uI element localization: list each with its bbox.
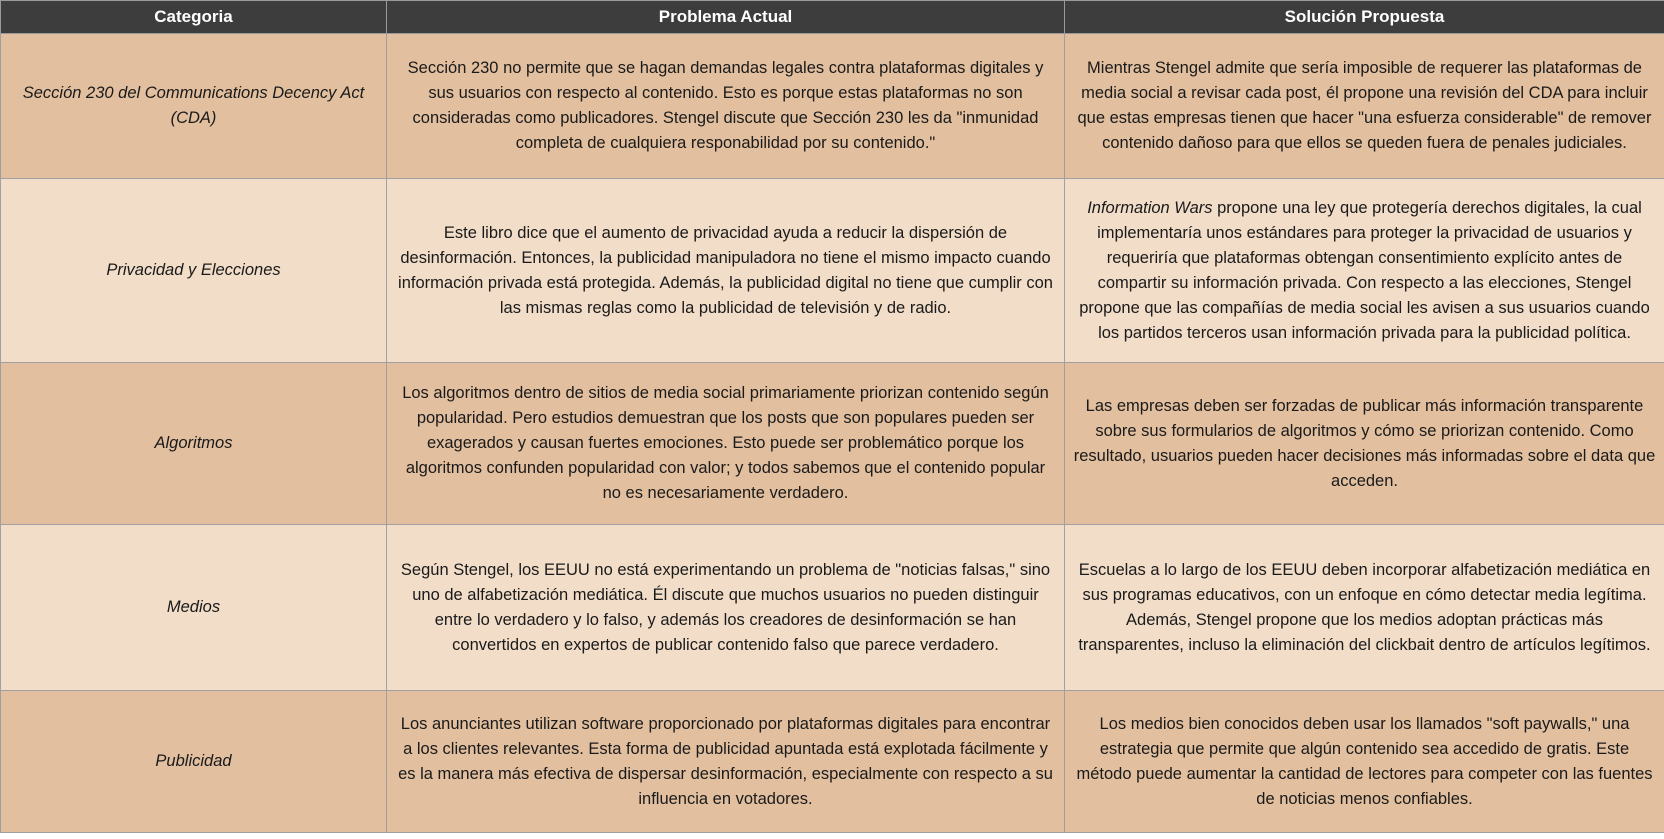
header-solucion-propuesta: Solución Propuesta xyxy=(1065,1,1664,34)
table-row xyxy=(1,179,1664,363)
table-row xyxy=(1,363,1664,525)
solution-text: propone una ley que protegería derechos digitales, la cual implementaría unos estándares para proteger la privacidad de usuarios y requeriría que plataformas obtengan consentimiento explícito antes de compartir su información privada. Con respecto a las elecciones, Stengel propone que las compañías de media social les avisen a sus usuarios cuando los partidos terceros usan información privada para la publicidad política. xyxy=(1079,198,1650,342)
category-cell: Publicidad xyxy=(1,691,387,833)
category-cell: Medios xyxy=(1,525,387,691)
header-row xyxy=(1,1,1664,34)
solution-cell: Los medios bien conocidos deben usar los llamados "soft paywalls," una estrategia que permite que algún contenido sea accedido de gratis. Este método puede aumentar la cantidad de lectores para competer con las fuentes de noticias menos confiables. xyxy=(1065,691,1664,833)
solution-cell xyxy=(1065,179,1664,363)
problem-cell: Según Stengel, los EEUU no está experimentando un problema de "noticias falsas," sino uno de alfabetización mediática. Él discute que muchos usuarios no pueden distinguir entre lo verdadero y lo falso, y además los creadores de desinformación se han convertidos en expertos de publicar contenido falso que parece verdadero. xyxy=(387,525,1065,691)
solution-cell: Escuelas a lo largo de los EEUU deben incorporar alfabetización mediática en sus programas educativos, con un enfoque en cómo detectar media legítima. Además, Stengel propone que los medios adoptan prácticas más transparentes, incluso la eliminación del clickbait dentro de artículos legítimos. xyxy=(1065,525,1664,691)
header-categoria: Categoria xyxy=(1,1,387,34)
solution-cell: Las empresas deben ser forzadas de publicar más información transparente sobre sus formularios de algoritmos y cómo se priorizan contenido. Como resultado, usuarios pueden hacer decisiones más informadas sobre el data que acceden. xyxy=(1065,363,1664,525)
category-cell: Privacidad y Elecciones xyxy=(1,179,387,363)
problem-cell: Este libro dice que el aumento de privacidad ayuda a reducir la dispersión de desinformación. Entonces, la publicidad manipuladora no tiene el mismo impacto cuando información privada está protegida. Además, la publicidad digital no tiene que cumplir con las mismas reglas como la publicidad de televisión y de radio. xyxy=(387,179,1065,363)
table-row xyxy=(1,525,1664,691)
book-title: Information Wars xyxy=(1087,198,1213,217)
problem-cell: Sección 230 no permite que se hagan demandas legales contra plataformas digitales y sus usuarios con respecto al contenido. Esto es porque estas plataformas no son consideradas como publicadores. Stengel discute que Sección 230 les da "inmunidad completa de cualquiera responabilidad por su contenido." xyxy=(387,34,1065,179)
header-problema-actual: Problema Actual xyxy=(387,1,1065,34)
category-cell: Sección 230 del Communications Decency Act (CDA) xyxy=(1,34,387,179)
solution-cell: Mientras Stengel admite que sería imposible de requerer las plataformas de media social a revisar cada post, él propone una revisión del CDA para incluir que estas empresas tienen que hacer "una esfuerza considerable" de remover contenido dañoso para que ellos se queden fuera de penales judiciales. xyxy=(1065,34,1664,179)
category-cell: Algoritmos xyxy=(1,363,387,525)
problem-cell: Los algoritmos dentro de sitios de media social primariamente priorizan contenido según popularidad. Pero estudios demuestran que los posts que son populares pueden ser exagerados y causan fuertes emociones. Esto puede ser problemático porque los algoritmos confunden popularidad con valor; y todos sabemos que el contenido popular no es necesariamente verdadero. xyxy=(387,363,1065,525)
table-row xyxy=(1,691,1664,833)
table-row xyxy=(1,34,1664,179)
problem-cell: Los anunciantes utilizan software proporcionado por plataformas digitales para encontrar a los clientes relevantes. Esta forma de publicidad apuntada está explotada fácilmente y es la manera más efectiva de dispersar desinformación, especialmente con respecto a su influencia en votadores. xyxy=(387,691,1065,833)
